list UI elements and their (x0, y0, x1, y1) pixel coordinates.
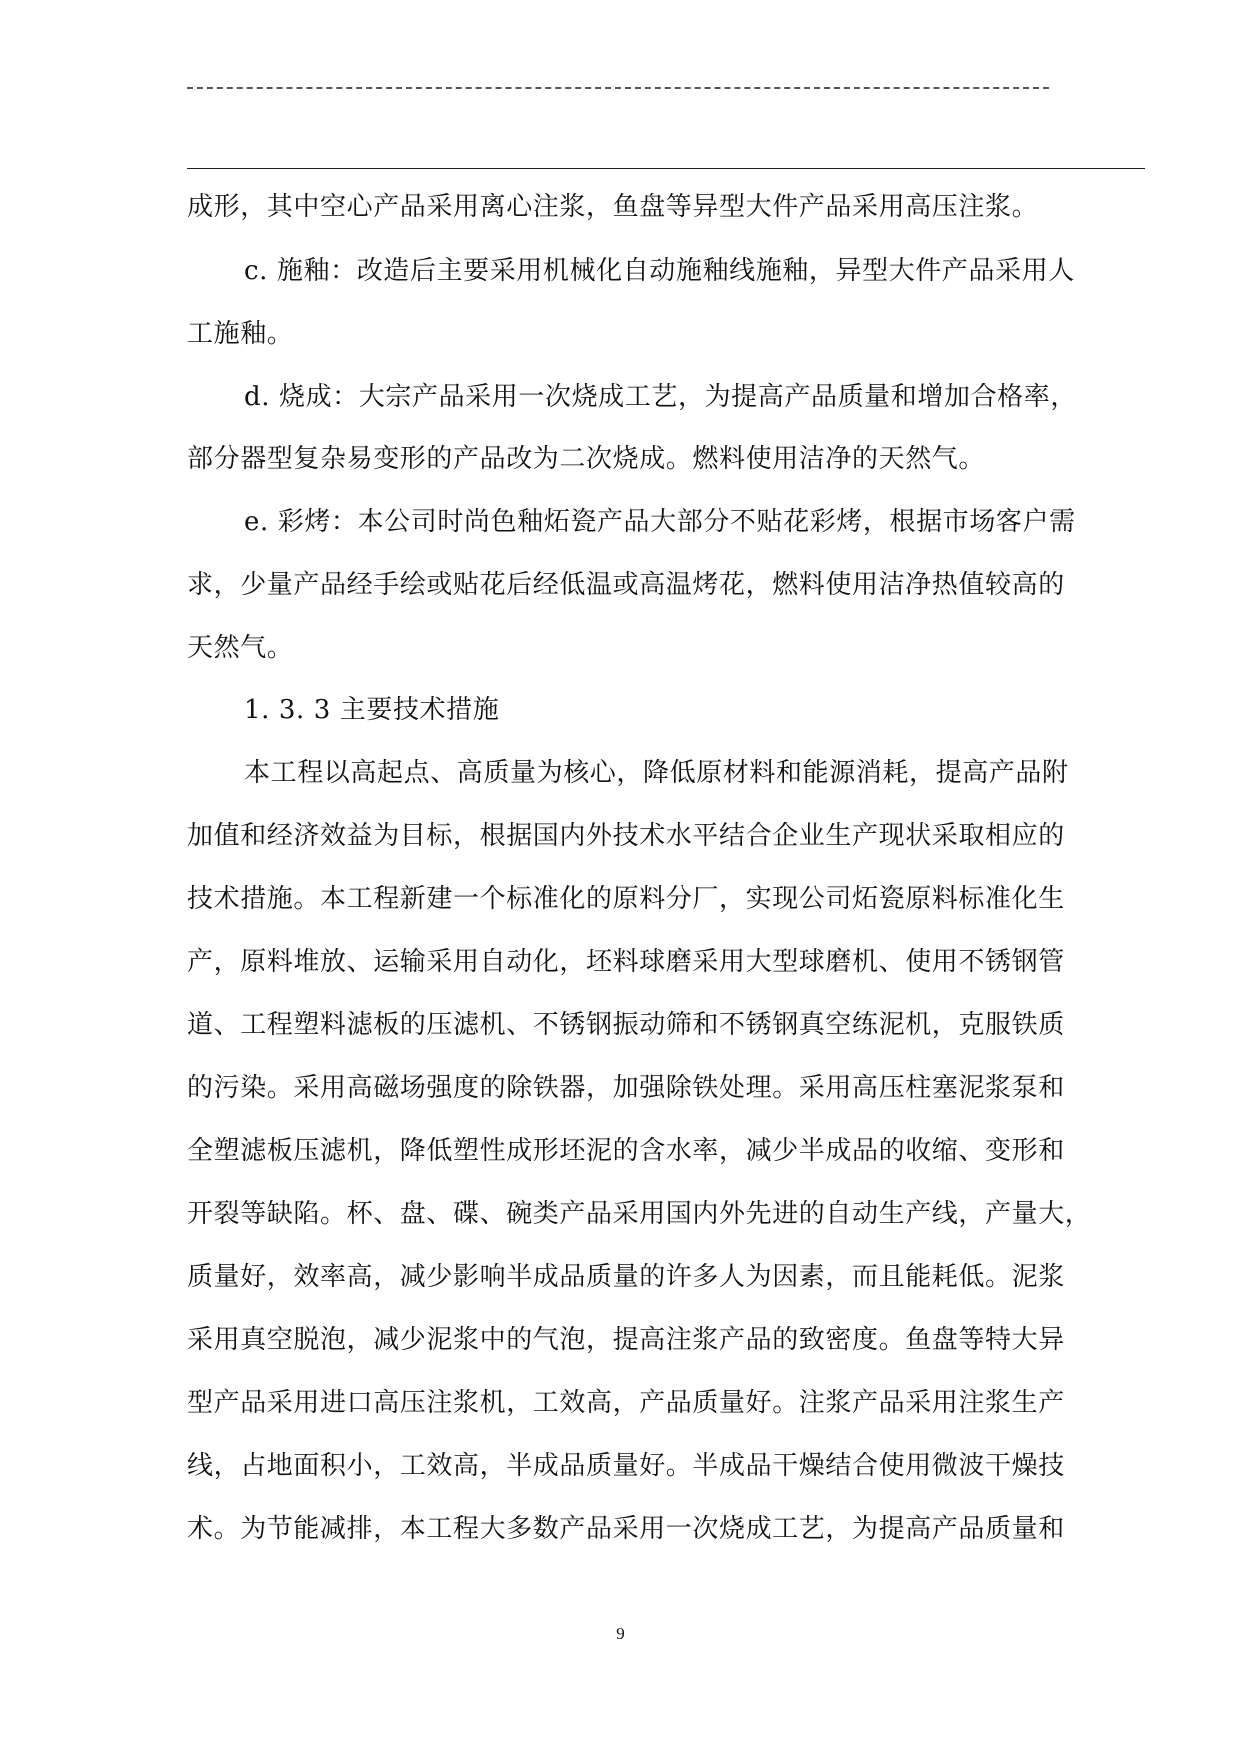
body-line: 部分器型复杂易变形的产品改为二次烧成。燃料使用洁净的天然气。 (187, 444, 986, 474)
body-line: 开裂等缺陷。杯、盘、碟、碗类产品采用国内外先进的自动生产线，产量大， (187, 1199, 1092, 1229)
section-heading: 1. 3. 3 主要技术措施 (244, 695, 500, 725)
body-line-item-e: e. 彩烤：本公司时尚色釉炻瓷产品大部分不贴花彩烤，根据市场客户需 (244, 507, 1076, 537)
body-line: 成形，其中空心产品采用离心注浆，鱼盘等异型大件产品采用高压注浆。 (187, 192, 1039, 222)
body-line: 技术措施。本工程新建一个标准化的原料分厂，实现公司炻瓷原料标准化生 (187, 884, 1065, 914)
body-line-item-c: c. 施釉：改造后主要采用机械化自动施釉线施釉，异型大件产品采用人 (244, 256, 1075, 286)
body-line: 工施釉。 (187, 319, 294, 349)
body-line: 采用真空脱泡，减少泥浆中的气泡，提高注浆产品的致密度。鱼盘等特大异 (187, 1325, 1065, 1355)
body-line: 加值和经济效益为目标，根据国内外技术水平结合企业生产现状采取相应的 (187, 821, 1065, 851)
header-dashed-line (187, 87, 1049, 89)
body-line: 全塑滤板压滤机，降低塑性成形坯泥的含水率，减少半成品的收缩、变形和 (187, 1136, 1065, 1166)
body-line: 道、工程塑料滤板的压滤机、不锈钢振动筛和不锈钢真空练泥机，克服铁质 (187, 1010, 1065, 1040)
body-line: 型产品采用进口高压注浆机，工效高，产品质量好。注浆产品采用注浆生产 (187, 1388, 1065, 1418)
body-line: 本工程以高起点、高质量为核心，降低原材料和能源消耗，提高产品附 (244, 758, 1069, 788)
body-line: 求，少量产品经手绘或贴花后经低温或高温烤花，燃料使用洁净热值较高的 (187, 570, 1065, 600)
body-line: 线，占地面积小，工效高，半成品质量好。半成品干燥结合使用微波干燥技 (187, 1451, 1065, 1481)
body-line-item-d: d. 烧成：大宗产品采用一次烧成工艺，为提高产品质量和增加合格率， (244, 382, 1077, 412)
body-line: 天然气。 (187, 633, 294, 663)
body-line: 的污染。采用高磁场强度的除铁器，加强除铁处理。采用高压柱塞泥浆泵和 (187, 1073, 1065, 1103)
body-line: 产，原料堆放、运输采用自动化，坯料球磨采用大型球磨机、使用不锈钢管 (187, 947, 1065, 977)
header-rule (187, 168, 1145, 169)
body-line: 术。为节能减排，本工程大多数产品采用一次烧成工艺，为提高产品质量和 (187, 1514, 1065, 1544)
body-line: 质量好，效率高，减少影响半成品质量的许多人为因素，而且能耗低。泥浆 (187, 1262, 1065, 1292)
page-number: 9 (616, 1624, 625, 1643)
